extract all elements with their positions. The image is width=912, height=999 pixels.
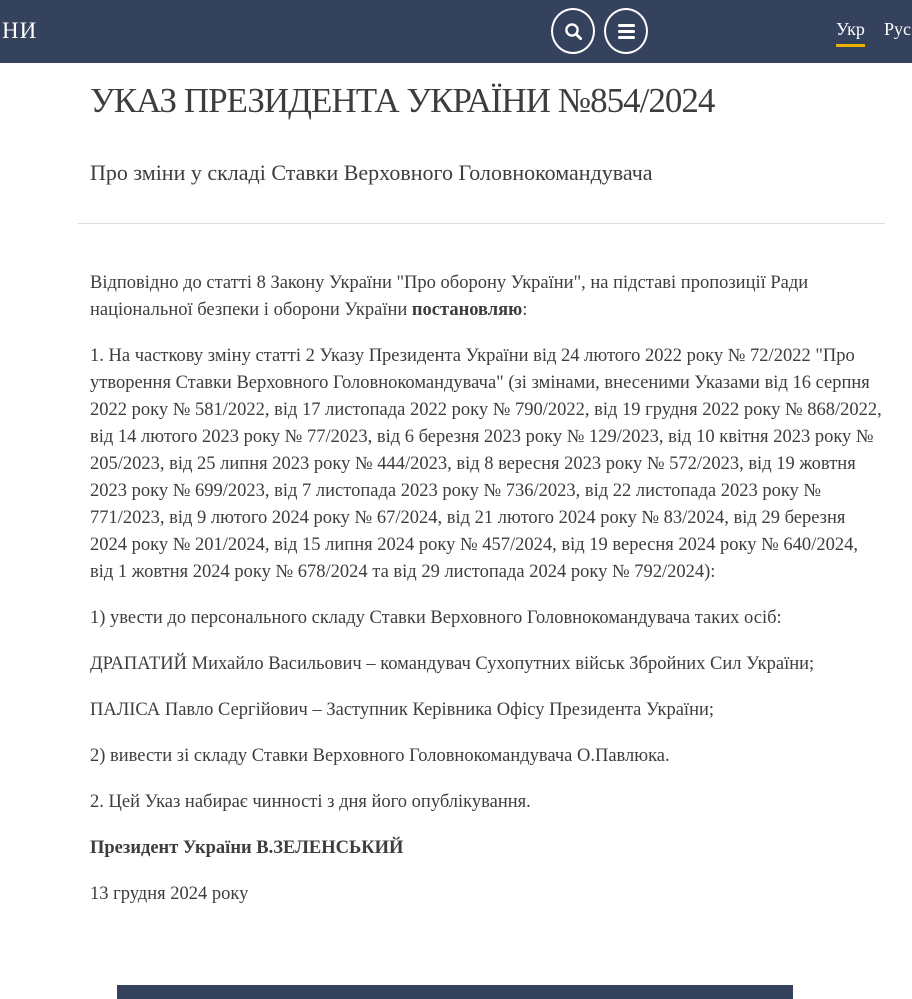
paragraph-preamble xyxy=(90,270,885,324)
page-title: УКАЗ ПРЕЗИДЕНТА УКРАЇНИ №854/2024 xyxy=(90,81,715,120)
search-button[interactable] xyxy=(551,8,595,54)
paragraph-subitem-2: 2) вивести зі складу Ставки Верховного Головнокомандувача О.Павлюка. xyxy=(90,746,670,766)
page-subtitle: Про зміни у складі Ставки Верховного Головнокомандувача xyxy=(90,160,653,185)
preamble-colon: : xyxy=(522,300,528,320)
paragraph-drapatyi: ДРАПАТИЙ Михайло Васильович – командувач Сухопутних військ Збройних Сил України; xyxy=(90,654,815,674)
paragraph-article-1: 1. На часткову зміну статті 2 Указу Президента України від 24 лютого 2022 року № 72/2022 "Про утворення Ставки Верховного Головнокомандувача" (зі змінами, внесеними Указами від 16 серпня 2022 року № 581/2022, від 17 листопада 2022 року № 790/2022, від 19 грудня 2022 року № 868/2022, від 14 лютого 2023 року № 77/2023, від 6 березня 2023 року № 129/2023, від 10 квітня 2023 року № 205/2023, від 25 липня 2023 року № 444/2023, від 8 вересня 2023 року № 572/2023, від 19 жовтня 2023 року № 699/2023, від 7 листопада 2023 року № 736/2023, від 22 листопада 2023 року № 771/2023, від 9 лютого 2024 року № 67/2024, від 21 лютого 2024 року № 83/2024, від 29 березня 2024 року № 201/2024, від 15 липня 2024 року № 457/2024, від 19 вересня 2024 року № 640/2024, від 1 жовтня 2024 року № 678/2024 та від 29 листопада 2024 року № 792/2024): xyxy=(90,346,882,582)
date-line: 13 грудня 2024 року xyxy=(90,884,249,904)
title-divider xyxy=(78,223,885,224)
hamburger-icon xyxy=(618,24,635,39)
preamble-bold-word: постановляю xyxy=(411,300,523,320)
search-icon xyxy=(563,21,584,42)
paragraph-article-2: 2. Цей Указ набирає чинності з дня його опублікування. xyxy=(90,792,531,812)
site-header xyxy=(0,0,912,63)
decree-document xyxy=(90,63,885,927)
preamble-text: Відповідно до статті 8 Закону України "Про оборону України", на підставі пропозиції Ради національної безпеки і оборони України xyxy=(90,273,809,320)
site-logo-fragment[interactable]: НИ xyxy=(2,18,38,43)
signature-line: Президент України В.ЗЕЛЕНСЬКИЙ xyxy=(90,838,404,858)
paragraph-subitem-1: 1) увести до персонального складу Ставки Верховного Головнокомандувача таких осіб: xyxy=(90,608,782,628)
language-switch-ukr[interactable]: Укр xyxy=(836,19,865,47)
footer-bar xyxy=(117,985,793,999)
decree-body xyxy=(90,270,885,908)
language-switch-rus[interactable]: Рус xyxy=(884,19,911,39)
paragraph-palisa: ПАЛІСА Павло Сергійович – Заступник Керівника Офісу Президента України; xyxy=(90,700,715,720)
menu-button[interactable] xyxy=(604,8,648,54)
